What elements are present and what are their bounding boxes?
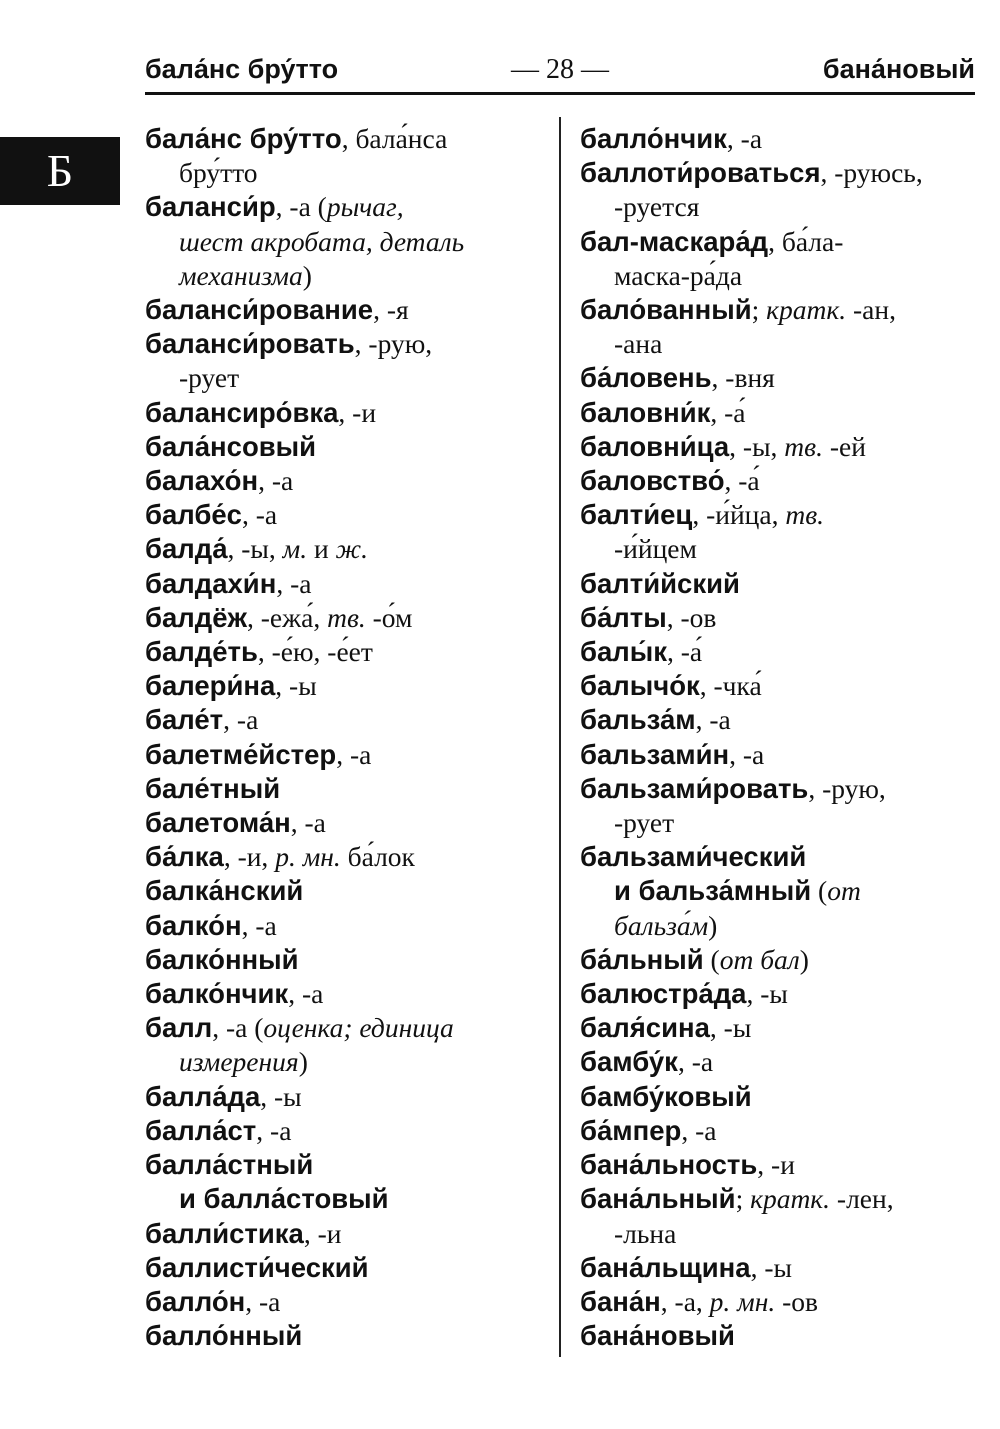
grammar-note: кратк. bbox=[766, 294, 847, 326]
dictionary-line bbox=[145, 1114, 540, 1148]
headword: бальзами́н bbox=[580, 738, 730, 770]
headword: баланси́рование bbox=[145, 294, 374, 326]
entry-text: маска-ра́да bbox=[614, 259, 743, 291]
dictionary-line bbox=[145, 1217, 540, 1251]
letter-thumb-tab: Б bbox=[0, 137, 120, 205]
headword: бальза́м bbox=[580, 704, 696, 736]
entry-text: и bbox=[614, 875, 639, 907]
dictionary-line bbox=[145, 635, 540, 669]
entry-text: , -ы bbox=[746, 978, 788, 1010]
entry-text: , -руюсь, bbox=[820, 157, 923, 189]
dictionary-line bbox=[580, 225, 980, 259]
page-number: — 28 — bbox=[511, 54, 609, 85]
headword: балери́на bbox=[145, 670, 276, 702]
dictionary-line bbox=[580, 943, 980, 977]
entry-text: , -и́йца, bbox=[692, 499, 786, 531]
dictionary-line bbox=[580, 635, 980, 669]
dictionary-line bbox=[145, 669, 540, 703]
grammar-note: м. bbox=[282, 533, 308, 565]
headword: ба́ловень bbox=[580, 362, 712, 394]
dictionary-line bbox=[580, 122, 980, 156]
dictionary-line bbox=[580, 1217, 980, 1251]
entry-text: , -е́ю, -е́ет bbox=[257, 636, 373, 668]
dictionary-line bbox=[145, 293, 540, 327]
dictionary-line bbox=[145, 156, 540, 190]
entry-text: , -чка́ bbox=[699, 670, 762, 702]
dictionary-line bbox=[580, 738, 980, 772]
headword: балло́нный bbox=[145, 1320, 303, 1352]
entry-text: и bbox=[179, 1183, 204, 1215]
entry-text: , -а bbox=[245, 1285, 281, 1317]
entry-text: , -а bbox=[729, 738, 765, 770]
dictionary-line bbox=[145, 874, 540, 908]
entry-text: , -а bbox=[290, 807, 326, 839]
headword: балла́стный bbox=[145, 1149, 314, 1181]
entry-text: -о́м bbox=[365, 601, 413, 633]
grammar-note: кратк. bbox=[750, 1183, 831, 1215]
entry-text: , -а bbox=[336, 738, 372, 770]
dictionary-line bbox=[145, 567, 540, 601]
entry-text: , -а ( bbox=[212, 1012, 264, 1044]
dictionary-line bbox=[145, 1251, 540, 1285]
dictionary-line bbox=[145, 909, 540, 943]
dictionary-line bbox=[145, 1080, 540, 1114]
grammar-note: механизма bbox=[179, 259, 303, 291]
dictionary-line bbox=[580, 1011, 980, 1045]
entry-text: ( bbox=[703, 943, 720, 975]
header-first-entry: бала́нс бру́тто bbox=[145, 54, 339, 84]
headword: бана́н bbox=[580, 1285, 661, 1317]
dictionary-line bbox=[580, 1182, 980, 1216]
dictionary-line bbox=[580, 259, 980, 293]
entry-text: -ана bbox=[614, 328, 663, 360]
entry-text: ба́лок bbox=[340, 841, 415, 873]
entry-text: , -а bbox=[241, 909, 277, 941]
entry-text: , -и, bbox=[223, 841, 276, 873]
dictionary-line bbox=[580, 430, 980, 464]
headword: бале́т bbox=[145, 704, 224, 736]
headword: бальзами́ческий bbox=[580, 841, 807, 873]
headword: бала́нс бру́тто bbox=[145, 123, 342, 154]
entry-text: , -а ( bbox=[275, 191, 327, 223]
entry-text: -рует bbox=[179, 362, 240, 394]
entry-text: -и́йцем bbox=[614, 533, 697, 565]
dictionary-line bbox=[145, 1011, 540, 1045]
entry-text: , -а bbox=[256, 1114, 292, 1146]
dictionary-line bbox=[145, 1285, 540, 1319]
headword: балла́стовый bbox=[203, 1183, 389, 1215]
grammar-note: оценка; единица bbox=[263, 1012, 454, 1044]
grammar-note: бальза́м bbox=[614, 909, 709, 941]
grammar-note: р. мн. bbox=[275, 841, 341, 873]
headword: балко́нчик bbox=[145, 978, 289, 1010]
headword: ба́лты bbox=[580, 601, 667, 633]
headword: балычо́к bbox=[580, 670, 700, 702]
headword: балетме́йстер bbox=[145, 738, 337, 770]
dictionary-line bbox=[145, 122, 540, 156]
entry-text: , -ы bbox=[709, 1012, 752, 1044]
entry-text: , -а, bbox=[660, 1285, 710, 1317]
dictionary-line bbox=[145, 430, 540, 464]
entry-text: , -а bbox=[288, 978, 324, 1010]
headword: бал-маскара́д bbox=[580, 225, 769, 257]
headword: баля́сина bbox=[580, 1012, 710, 1044]
entry-text: -рует bbox=[614, 807, 675, 839]
dictionary-line bbox=[580, 327, 980, 361]
grammar-note: ж. bbox=[335, 533, 369, 565]
entry-text: , -ы bbox=[260, 1080, 302, 1112]
dictionary-line bbox=[580, 840, 980, 874]
grammar-note: измерения bbox=[179, 1046, 299, 1078]
entry-text: , -а bbox=[726, 123, 763, 154]
entry-text: , -а bbox=[695, 704, 731, 736]
headword: балла́ст bbox=[145, 1114, 257, 1146]
entry-text: -льна bbox=[614, 1217, 677, 1249]
dictionary-line bbox=[145, 1045, 540, 1079]
entry-text: , -ы bbox=[750, 1251, 792, 1283]
dictionary-line bbox=[145, 532, 540, 566]
dictionary-line bbox=[580, 977, 980, 1011]
dictionary-line bbox=[580, 806, 980, 840]
dictionary-line bbox=[580, 1045, 980, 1079]
entry-text: , -вня bbox=[711, 362, 775, 394]
headword: бана́льщина bbox=[580, 1251, 751, 1283]
headword: бальза́мный bbox=[638, 875, 812, 907]
grammar-note: от бал bbox=[719, 943, 800, 975]
headword: бана́льность bbox=[580, 1149, 758, 1181]
headword: балко́н bbox=[145, 909, 242, 941]
dictionary-line bbox=[580, 874, 980, 908]
headword: балти́йский bbox=[580, 567, 740, 599]
dictionary-line bbox=[580, 567, 980, 601]
entry-text: , -а́ bbox=[667, 636, 703, 668]
dictionary-line bbox=[580, 1285, 980, 1319]
entry-text: , -ежа́, bbox=[247, 601, 328, 633]
headword: баланси́ровать bbox=[145, 328, 355, 360]
headword: бамбу́к bbox=[580, 1046, 678, 1078]
dictionary-line bbox=[145, 396, 540, 430]
headword: баловни́ца bbox=[580, 430, 730, 462]
headword: балдахи́н bbox=[145, 567, 277, 599]
dictionary-line bbox=[580, 1251, 980, 1285]
dictionary-line bbox=[145, 464, 540, 498]
headword: балла́да bbox=[145, 1080, 261, 1112]
dictionary-line bbox=[145, 361, 540, 395]
grammar-note: шест акробата, деталь bbox=[179, 225, 465, 257]
dictionary-line bbox=[580, 1319, 980, 1353]
entry-text: , -рую, bbox=[354, 328, 433, 360]
dictionary-line bbox=[145, 840, 540, 874]
entry-text: , -и bbox=[303, 1217, 342, 1249]
headword: бала́нсовый bbox=[145, 430, 317, 462]
dictionary-line bbox=[145, 1319, 540, 1353]
entry-text: , -ы, bbox=[227, 533, 283, 565]
entry-text: и bbox=[307, 533, 336, 565]
running-header bbox=[145, 52, 975, 95]
entry-text: , -рую, bbox=[808, 772, 886, 804]
entry-text: -ей bbox=[822, 430, 866, 462]
dictionary-line bbox=[145, 259, 540, 293]
headword: балюстра́да bbox=[580, 978, 747, 1010]
entry-text: -лен, bbox=[830, 1183, 894, 1215]
dictionary-line bbox=[145, 943, 540, 977]
headword: бана́льный bbox=[580, 1183, 736, 1215]
dictionary-line bbox=[145, 1148, 540, 1182]
headword: балы́к bbox=[580, 636, 667, 668]
entry-text: , -а bbox=[677, 1046, 714, 1078]
headword: баловни́к bbox=[580, 396, 711, 428]
headword: бале́тный bbox=[145, 772, 281, 804]
headword: балл bbox=[145, 1012, 213, 1044]
entry-text: , -ы, bbox=[729, 430, 785, 462]
dictionary-line bbox=[580, 1148, 980, 1182]
headword: балти́ец bbox=[580, 499, 693, 531]
entry-text: , -а bbox=[223, 704, 259, 736]
headword: балде́ть bbox=[145, 636, 258, 668]
dictionary-line bbox=[145, 738, 540, 772]
headword: балансиро́вка bbox=[145, 396, 339, 428]
headword: баловство́ bbox=[580, 465, 725, 497]
entry-text: , -и bbox=[757, 1149, 795, 1181]
entry-text: , ба́ла- bbox=[768, 225, 844, 257]
entry-text: , -а bbox=[276, 567, 312, 599]
entry-text: ) bbox=[302, 259, 312, 291]
headword: балло́нчик bbox=[580, 123, 727, 154]
headword: ба́льный bbox=[580, 943, 704, 975]
headword: баллисти́ческий bbox=[145, 1251, 369, 1283]
dictionary-line bbox=[580, 1080, 980, 1114]
headword: балли́стика bbox=[145, 1217, 304, 1249]
grammar-note: р. мн. bbox=[709, 1285, 776, 1317]
entry-text: ; bbox=[751, 294, 767, 326]
entry-text: , -а́ bbox=[710, 396, 746, 428]
entry-text: , -а bbox=[681, 1114, 717, 1146]
entry-text: , -ы bbox=[275, 670, 317, 702]
headword: бана́новый bbox=[580, 1320, 735, 1352]
entry-text: , -а bbox=[241, 499, 278, 531]
entry-text: ) bbox=[298, 1046, 308, 1078]
headword: бало́ванный bbox=[580, 294, 752, 326]
entry-text: , -а bbox=[258, 465, 294, 497]
entry-text: -ан, bbox=[846, 294, 896, 326]
headword: балдёж bbox=[145, 601, 247, 633]
headword: ба́мпер bbox=[580, 1114, 682, 1146]
dictionary-line bbox=[145, 225, 540, 259]
headword: балка́нский bbox=[145, 875, 304, 907]
dictionary-line bbox=[580, 669, 980, 703]
dictionary-line bbox=[580, 156, 980, 190]
dictionary-line bbox=[580, 464, 980, 498]
header-last-entry: бана́новый bbox=[822, 54, 975, 84]
grammar-note: тв. bbox=[784, 430, 823, 462]
dictionary-line bbox=[145, 601, 540, 635]
dictionary-line bbox=[580, 601, 980, 635]
headword: балетома́н bbox=[145, 807, 291, 839]
entry-text: ( bbox=[811, 875, 828, 907]
dictionary-line bbox=[580, 498, 980, 532]
dictionary-line bbox=[580, 532, 980, 566]
entry-text: , -а́ bbox=[724, 465, 760, 497]
grammar-note: тв. bbox=[785, 499, 825, 531]
headword: бальзами́ровать bbox=[580, 772, 809, 804]
dictionary-line bbox=[580, 703, 980, 737]
dictionary-line bbox=[145, 190, 540, 224]
headword: бамбу́ковый bbox=[580, 1080, 752, 1112]
dictionary-line bbox=[580, 909, 980, 943]
headword: балда́ bbox=[145, 533, 228, 565]
entry-text: -ов bbox=[775, 1285, 819, 1317]
grammar-note: тв. bbox=[327, 601, 366, 633]
dictionary-line bbox=[145, 703, 540, 737]
entry-text: ) bbox=[708, 909, 718, 941]
grammar-note: рычаг, bbox=[326, 191, 404, 223]
column-divider bbox=[559, 117, 561, 1357]
dictionary-line bbox=[580, 396, 980, 430]
entry-text: , -ов bbox=[666, 601, 717, 633]
headword: баланси́р bbox=[145, 191, 276, 223]
headword: ба́лка bbox=[145, 841, 224, 873]
entry-text: бру́тто bbox=[179, 157, 258, 189]
dictionary-line bbox=[145, 772, 540, 806]
dictionary-line bbox=[580, 1114, 980, 1148]
dictionary-line bbox=[580, 190, 980, 224]
entry-text: -руется bbox=[614, 191, 700, 223]
headword: балло́н bbox=[145, 1285, 246, 1317]
entry-text: ; bbox=[735, 1183, 751, 1215]
headword: балахо́н bbox=[145, 465, 259, 497]
grammar-note: от bbox=[827, 875, 861, 907]
dictionary-line bbox=[145, 1182, 540, 1216]
entry-text: , -я bbox=[373, 294, 409, 326]
right-column bbox=[580, 122, 980, 1353]
dictionary-line bbox=[580, 772, 980, 806]
entry-text: ) bbox=[799, 943, 809, 975]
headword: баллоти́роваться bbox=[580, 157, 821, 189]
dictionary-line bbox=[145, 806, 540, 840]
left-column bbox=[145, 122, 540, 1353]
entry-text: , бала́нса bbox=[341, 123, 448, 154]
dictionary-line bbox=[580, 361, 980, 395]
dictionary-line bbox=[145, 327, 540, 361]
headword: балбе́с bbox=[145, 499, 242, 531]
headword: балко́нный bbox=[145, 943, 299, 975]
dictionary-line bbox=[145, 498, 540, 532]
dictionary-line bbox=[145, 977, 540, 1011]
dictionary-line bbox=[580, 293, 980, 327]
entry-text: , -и bbox=[338, 396, 377, 428]
